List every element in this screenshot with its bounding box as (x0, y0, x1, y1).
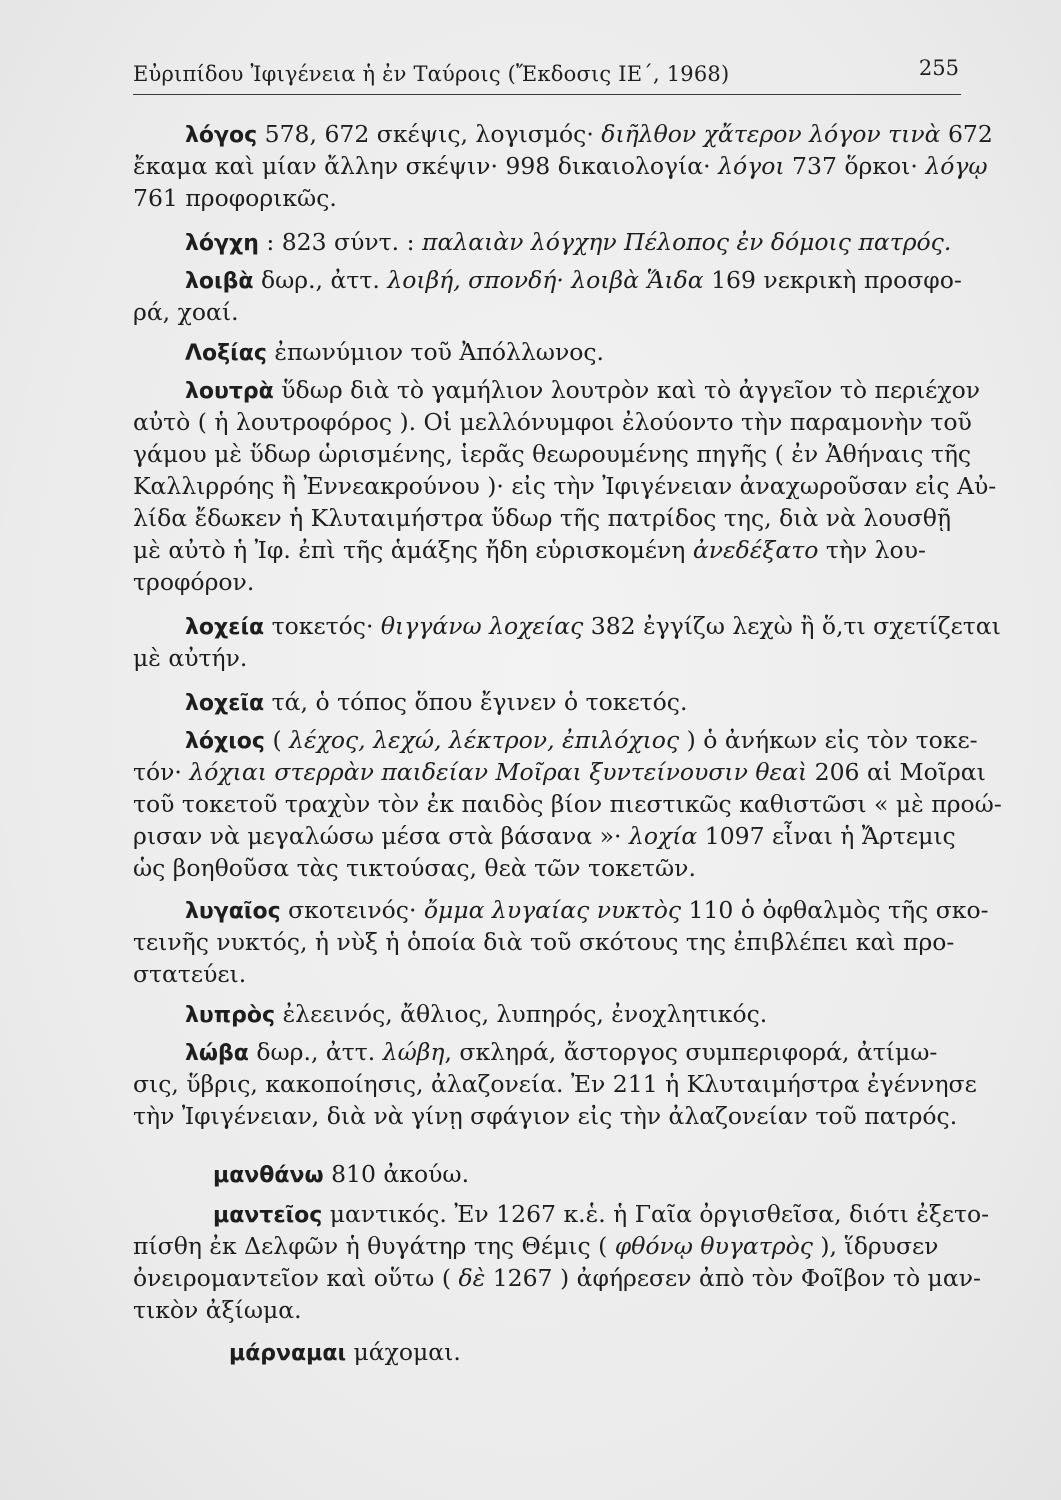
entry-text: 672 (940, 120, 993, 148)
entry-text: μὲ αὐτὸ ἡ Ἰφ. ἐπὶ τῆς ἁμάξης ἤδη εὑρισκομένη (133, 536, 693, 564)
entry-text: 737 ὅρκοι· (784, 152, 926, 180)
entry-continuation-line (133, 534, 926, 566)
entry-continuation-line (133, 852, 696, 884)
entry-text: 578, 672 σκέψις, λογισμός· (257, 120, 602, 148)
entry-text: 382 ἐγγίζω λεχὼ ἢ ὅ,τι σχετίζεται (583, 612, 1001, 640)
entry-continuation-line (133, 788, 1002, 820)
running-title: Εὐριπίδου Ἰφιγένεια ἡ ἐν Ταύροις (Ἔκδοσις ΙΕ´, 1968) (133, 62, 730, 86)
entry-text: 810 ἀκούω. (323, 1160, 470, 1188)
entry-text: ἐπωνύμιον τοῦ Ἀπόλλωνος. (266, 338, 605, 366)
entry-quotation: λόγοι (718, 152, 785, 180)
entry-text: : 823 σύντ. : (258, 228, 422, 256)
entry-first-line (213, 1198, 989, 1232)
entry-text: 169 νεκρικὴ προσφο- (703, 266, 962, 294)
entry-text: δωρ., ἀττ. (253, 266, 388, 294)
entry-headword: λόγχη (185, 231, 259, 256)
entry-text: 1267 ) ἀφήρεσεν ἀπὸ τὸν Φοῖβον τὸ μαν- (485, 1264, 981, 1292)
entry-text: σις, ὕβρις, κακοποίησις, ἀλαζονεία. Ἐν 211 ἡ Κλυταιμήστρα ἐγέννησε (133, 1070, 977, 1098)
entry-text: τὴν Ἰφιγένειαν, διὰ νὰ γίνῃ σφάγιον εἰς τὴν ἀλαζονείαν τοῦ πατρός. (133, 1102, 958, 1130)
entry-quotation: ἀνεδέξατο (692, 536, 819, 564)
entry-quotation: παλαιὰν λόγχην Πέλοπος ἐν δόμοις πατρός. (422, 228, 952, 256)
entry-text: τικὸν ἀξίωμα. (133, 1296, 302, 1324)
entry-quotation: λέχος, λεχώ, λέκτρον, ἐπιλόχιος (289, 726, 680, 754)
entry-headword: λοχεῖα (185, 691, 265, 716)
entry-text: τροφόρον. (133, 568, 255, 596)
entry-continuation-line (133, 502, 951, 534)
entry-first-line (185, 118, 993, 152)
entry-quotation: διῆλθον χἄτερον λόγον τινὰ (601, 120, 941, 148)
entry-continuation-line (133, 438, 971, 470)
entry-continuation-line (133, 296, 239, 328)
entry-text: ), ἵδρυσεν (812, 1232, 939, 1260)
entry-text: τά, ὁ τόπος ὅπου ἔγινεν ὁ τοκετός. (264, 688, 688, 716)
entry-text: δωρ., ἀττ. (248, 1038, 383, 1066)
entry-headword: λυγαῖος (185, 899, 281, 924)
entry-first-line (213, 1158, 469, 1192)
entry-text: τὴν λου- (818, 536, 926, 564)
entry-first-line (185, 998, 767, 1032)
entry-text: τοῦ τοκετοῦ τραχὺν τὸν ἐκ παιδὸς βίον πιεστικῶς καθιστῶσι « μὲ προώ- (133, 790, 1002, 818)
entry-continuation-line (133, 406, 972, 438)
entry-continuation-line (133, 1230, 938, 1262)
entry-text: ὡς βοηθοῦσα τὰς τικτούσας, θεὰ τῶν τοκετῶν. (133, 854, 696, 882)
entry-continuation-line (133, 958, 246, 990)
entry-continuation-line (133, 756, 986, 788)
entry-quotation: λώβη (382, 1038, 445, 1066)
entry-first-line (185, 1036, 937, 1070)
entry-text: γάμου μὲ ὕδωρ ὡρισμένης, ἱερᾶς θεωρουμένης πηγῆς ( ἐν Ἀθήναις τῆς (133, 440, 972, 468)
entry-text: σκοτεινός· (280, 896, 424, 924)
entry-first-line (185, 264, 962, 298)
entry-text: ἐλεεινός, ἄθλιος, λυπηρός, ἐνοχλητικός. (275, 1000, 768, 1028)
entry-text: 1097 εἶναι ἡ Ἄρτεμις (697, 822, 956, 850)
entry-continuation-line (133, 150, 988, 182)
entry-quotation: δὲ (458, 1264, 486, 1292)
entry-headword: λόγος (185, 123, 258, 148)
entry-text: 110 ὁ ὀφθαλμὸς τῆς σκο- (681, 896, 989, 924)
entry-continuation-line (133, 1068, 977, 1100)
entry-headword: μανθάνω (213, 1163, 324, 1188)
entry-headword: λόχιος (185, 729, 265, 754)
entry-text: αὐτὸ ( ἡ λουτροφόρος ). Οἱ μελλόνυμφοι ἐλούοντο τὴν παραμονὴν τοῦ (133, 408, 972, 436)
entry-headword: λυπρὸς (185, 1003, 276, 1028)
entry-text: 206 αἱ Μοῖραι (807, 758, 986, 786)
entry-continuation-line (133, 820, 956, 852)
entry-quotation: φθόνῳ θυγατρὸς (614, 1232, 813, 1260)
entry-quotation: λόγῳ (925, 152, 988, 180)
entry-first-line (185, 894, 989, 928)
running-header (133, 52, 961, 95)
entry-text: 761 προφορικῶς. (133, 184, 337, 212)
entry-text: στατεύει. (133, 960, 247, 988)
entry-text: ὀνειρομαντεῖον καὶ οὕτω ( (133, 1264, 459, 1292)
entry-first-line (229, 1336, 461, 1370)
entry-text: ρισαν νὰ μεγαλώσω μέσα στὰ βάσανα »· (133, 822, 629, 850)
entry-text: πίσθη ἐκ Δελφῶν ἡ θυγάτηρ της Θέμις ( (133, 1232, 615, 1260)
entry-first-line (185, 724, 978, 758)
entry-first-line (185, 336, 604, 370)
entry-text: τεινῆς νυκτός, ἡ νὺξ ἡ ὁποία διὰ τοῦ σκότους της ἐπιβλέπει καὶ προ- (133, 928, 955, 956)
entry-continuation-line (133, 642, 247, 674)
entry-headword: μαντεῖος (213, 1203, 323, 1228)
entry-continuation-line (133, 182, 337, 214)
entry-text: ( (264, 726, 290, 754)
entry-text: ρά, χοαί. (133, 298, 239, 326)
entry-text: μαντικός. Ἐν 1267 κ.ἑ. ἡ Γαῖα ὀργισθεῖσα, διότι ἐξετο- (322, 1200, 990, 1228)
entry-first-line (185, 686, 687, 720)
entry-text: , σκληρά, ἄστοργος συμπεριφορά, ἀτίμω- (444, 1038, 938, 1066)
entry-quotation: λοχία (628, 822, 698, 850)
entry-first-line (185, 374, 980, 408)
entry-headword: λουτρὰ (185, 379, 274, 404)
entry-text: ἔκαμα καὶ μίαν ἄλλην σκέψιν· 998 δικαιολογία· (133, 152, 719, 180)
entry-continuation-line (133, 926, 954, 958)
entry-text: τόν· (133, 758, 190, 786)
entry-continuation-line (133, 1100, 957, 1132)
entry-headword: λώβα (185, 1041, 249, 1066)
entry-text: μάχομαι. (346, 1338, 461, 1366)
entry-headword: μάρναμαι (229, 1341, 347, 1366)
entry-text: τοκετός· (264, 612, 381, 640)
entry-quotation: λόχιαι στερρὰν παιδείαν Μοῖραι ξυντείνουσιν θεαὶ (189, 758, 808, 786)
entry-text: ) ὁ ἀνήκων εἰς τὸν τοκε- (679, 726, 978, 754)
entry-headword: λοιβὰ (185, 269, 254, 294)
entry-quotation: ὄμμα λυγαίας νυκτὸς (423, 896, 682, 924)
entry-quotation: λοιβή, σπονδή· λοιβὰ Ἅιδα (387, 266, 704, 294)
entry-continuation-line (133, 470, 996, 502)
entry-first-line (185, 610, 1001, 644)
entry-continuation-line (133, 566, 254, 598)
entry-text: μὲ αὐτήν. (133, 644, 248, 672)
entry-text: ὕδωρ διὰ τὸ γαμήλιον λουτρὸν καὶ τὸ ἀγγεῖον τὸ περιέχον (273, 376, 981, 404)
entry-continuation-line (133, 1262, 981, 1294)
entry-continuation-line (133, 1294, 302, 1326)
entry-text: λίδα ἔδωκεν ἡ Κλυταιμήστρα ὕδωρ τῆς πατρίδος της, διὰ νὰ λουσθῇ (133, 504, 952, 532)
entry-headword: λοχεία (185, 615, 265, 640)
entry-text: Καλλιρρόης ἢ Ἐννεακρούνου )· εἰς τὴν Ἰφιγένειαν ἀναχωροῦσαν εἰς Αὐ- (133, 472, 997, 500)
entry-quotation: θιγγάνω λοχείας (380, 612, 584, 640)
entry-first-line (185, 226, 951, 260)
page-number: 255 (918, 56, 959, 80)
entry-headword: Λοξίας (185, 341, 267, 366)
